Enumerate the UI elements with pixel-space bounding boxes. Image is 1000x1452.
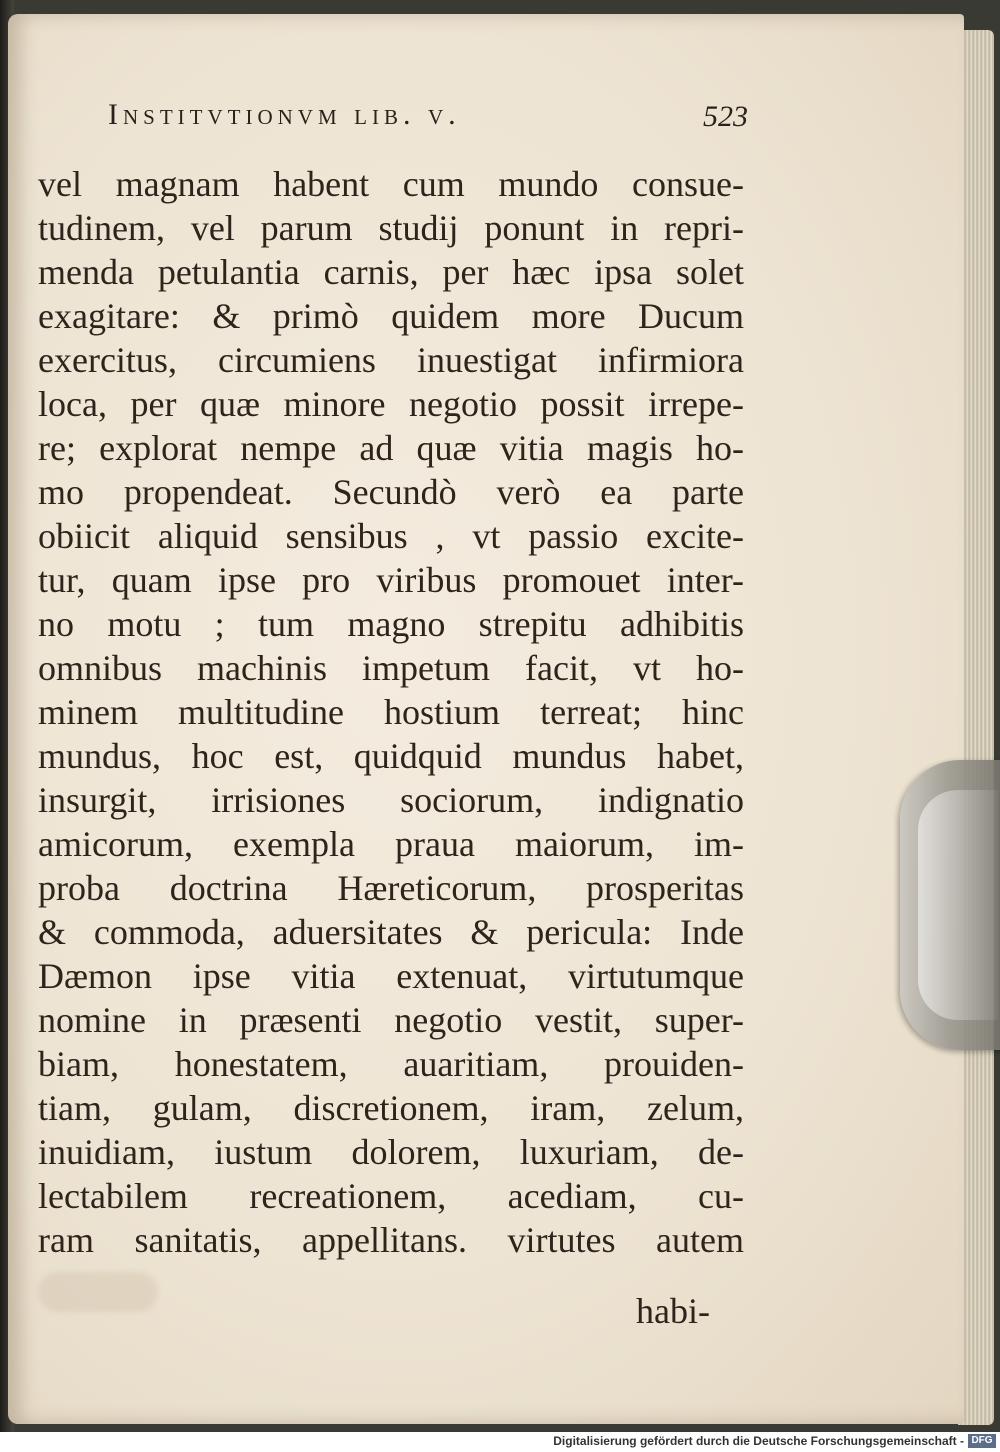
text-line: exercitus, circumiens inuestigat infirmiora (38, 340, 744, 380)
text-line: tur, quam ipse pro viribus promouet inter- (38, 560, 744, 600)
text-line: re; explorat nempe ad quæ vitia magis ho- (38, 428, 744, 468)
text-line: tudinem, vel parum studij ponunt in repri- (38, 208, 744, 248)
text-line: mundus, hoc est, quidquid mundus habet, (38, 736, 744, 776)
text-line: tiam, gulam, discretionem, iram, zelum, (38, 1088, 744, 1128)
text-line: & commoda, aduersitates & pericula: Inde (38, 912, 744, 952)
page-number: 523 (703, 100, 748, 133)
page-header (108, 98, 748, 142)
dfg-logo-icon: DFG (968, 1434, 996, 1448)
book-page (8, 14, 964, 1424)
text-line: ram sanitatis, appellitans. virtutes autem (38, 1220, 744, 1260)
text-line: minem multitudine hostium terreat; hinc (38, 692, 744, 732)
text-line: loca, per quæ minore negotio possit irrepe- (38, 384, 744, 424)
text-line: lectabilem recreationem, acediam, cu- (38, 1176, 744, 1216)
text-line: insurgit, irrisiones sociorum, indignatio (38, 780, 744, 820)
text-line: mo propendeat. Secundò verò ea parte (38, 472, 744, 512)
text-line: vel magnam habent cum mundo consue- (38, 164, 744, 204)
text-line: omnibus machinis impetum facit, vt ho- (38, 648, 744, 688)
text-line: biam, honestatem, auaritiam, prouiden- (38, 1044, 744, 1084)
bleed-through-mark (38, 1272, 158, 1312)
text-line: exagitare: & primò quidem more Ducum (38, 296, 744, 336)
text-line: nomine in præsenti negotio vestit, super- (38, 1000, 744, 1040)
text-line: Dæmon ipse vitia extenuat, virtutumque (38, 956, 744, 996)
glass-page-weight (900, 760, 1000, 1050)
text-line: inuidiam, iustum dolorem, luxuriam, de- (38, 1132, 744, 1172)
text-line: no motu ; tum magno strepitu adhibitis (38, 604, 744, 644)
text-line: menda petulantia carnis, per hæc ipsa solet (38, 252, 744, 292)
footer-bar (0, 1432, 1000, 1452)
text-line: amicorum, exempla praua maiorum, im- (38, 824, 744, 864)
catchword: habi- (636, 1291, 710, 1331)
body-text (38, 162, 744, 1262)
glass-highlight (918, 790, 998, 1020)
funding-notice: Digitalisierung gefördert durch die Deutsche Forschungsgemeinschaft - (553, 1434, 964, 1448)
text-line: obiicit aliquid sensibus , vt passio excite- (38, 516, 744, 556)
text-line: proba doctrina Hæreticorum, prosperitas (38, 868, 744, 908)
running-title: Institvtionvm lib. v. (108, 98, 461, 131)
